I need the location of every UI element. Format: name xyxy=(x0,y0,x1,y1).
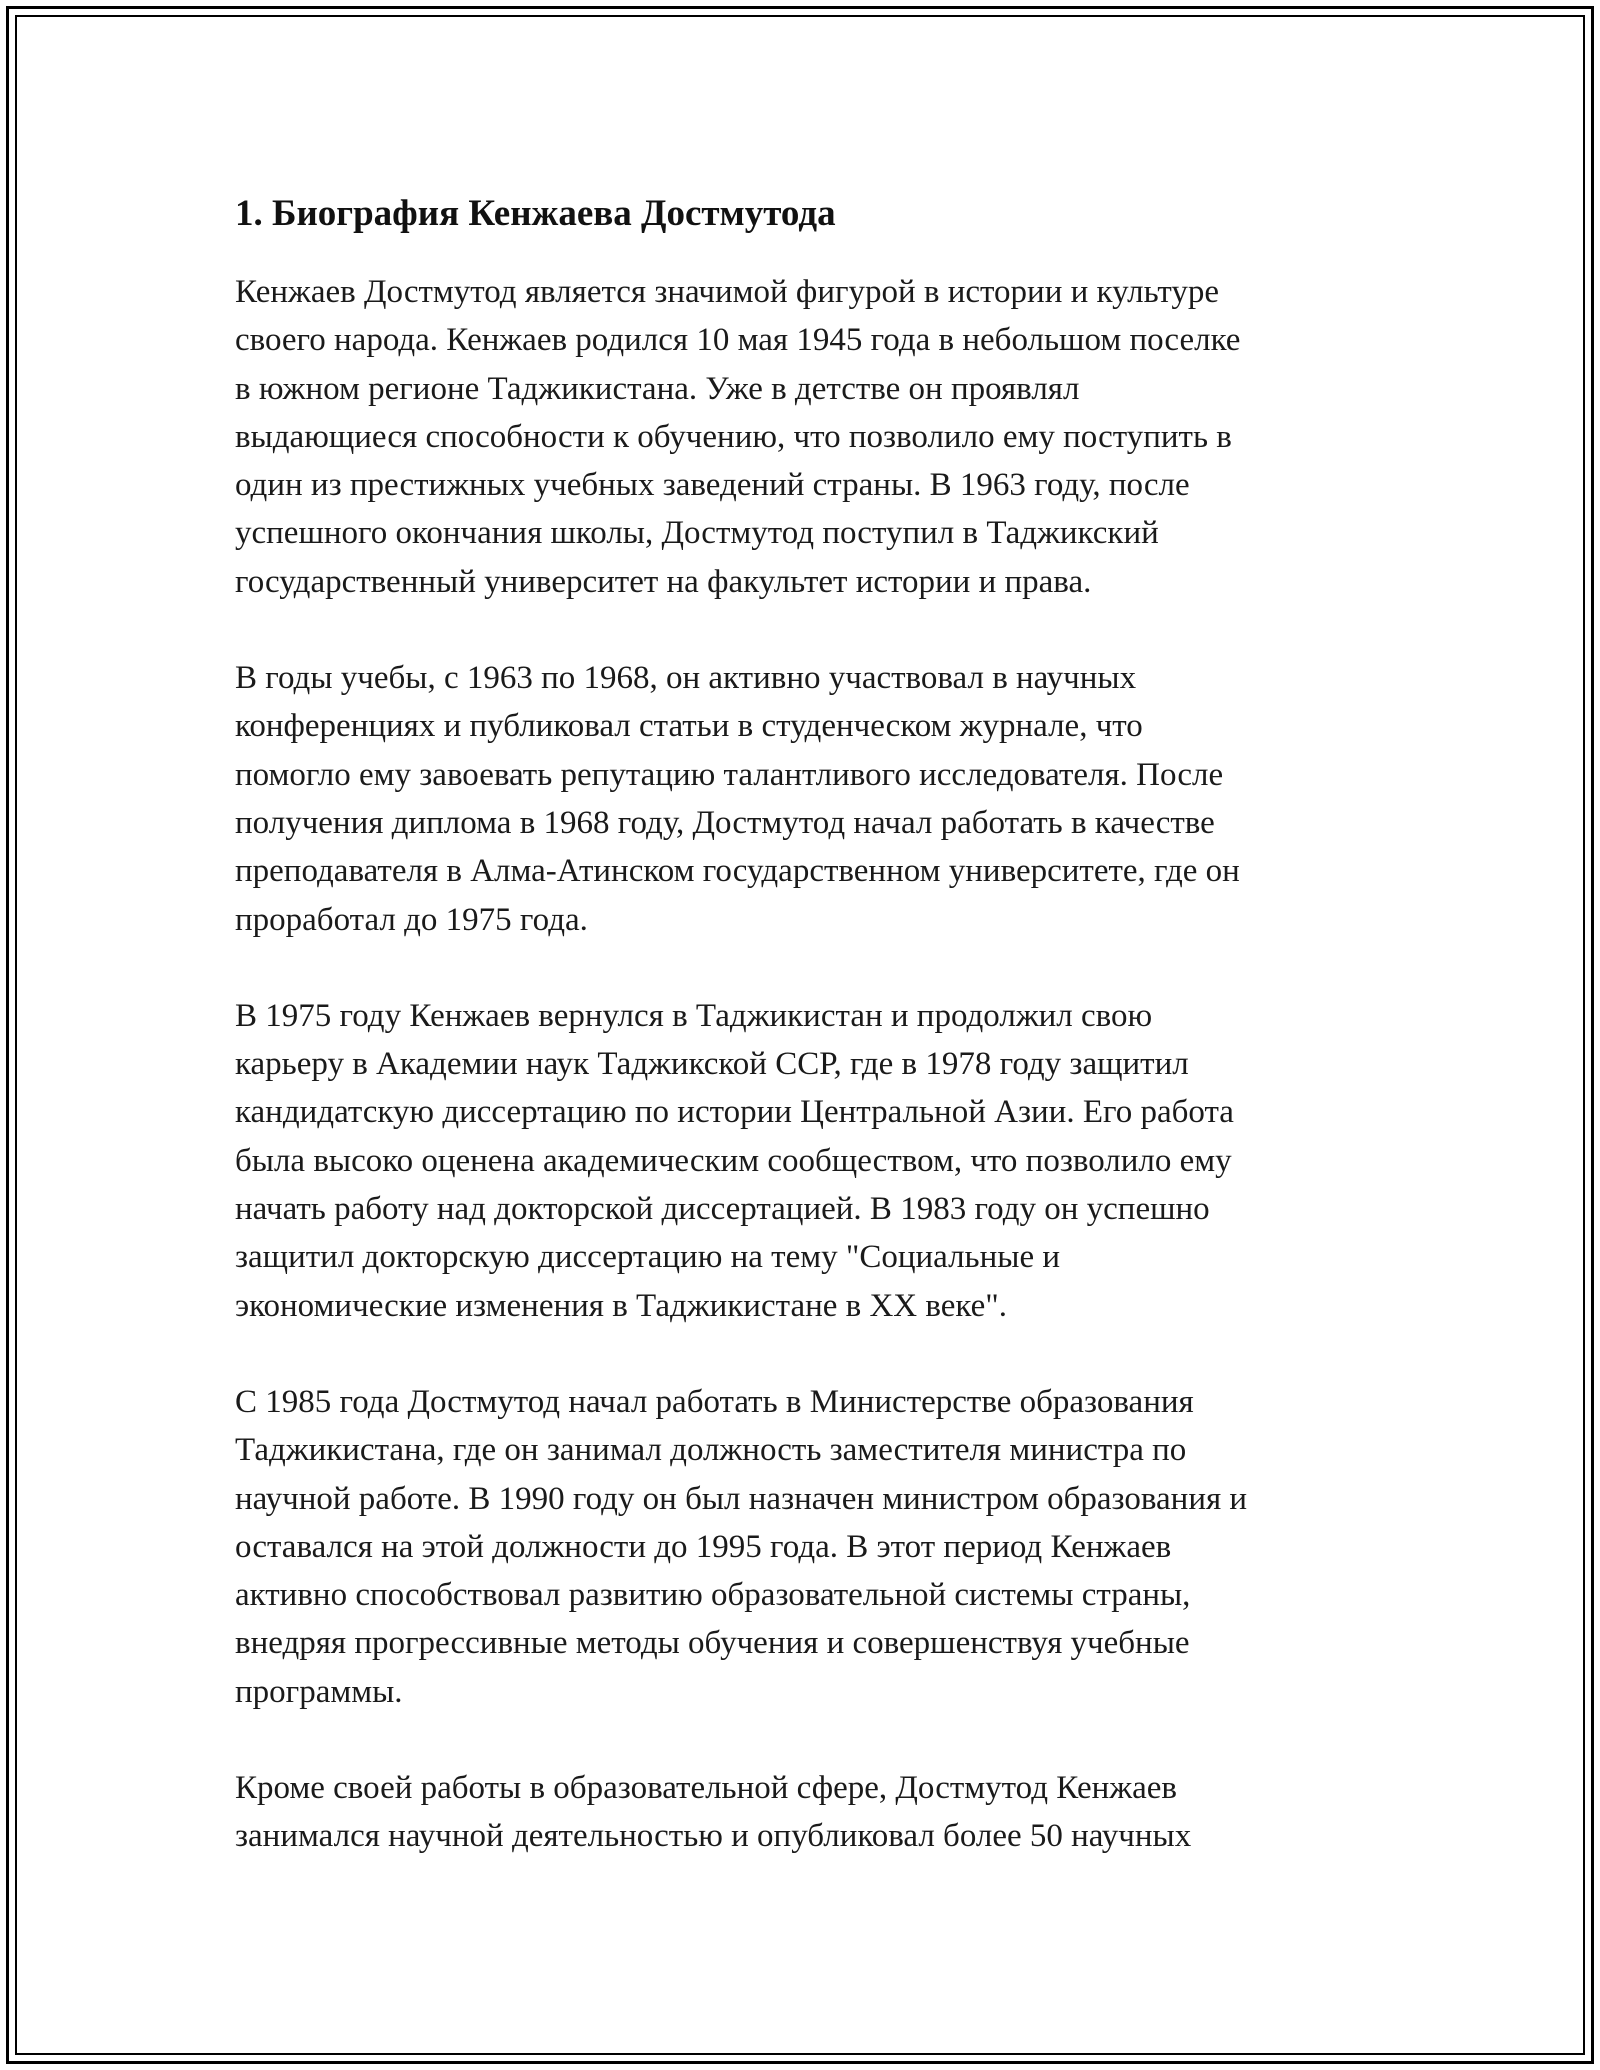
paragraph-ministry-work xyxy=(235,1378,1375,1716)
text-line: Кенжаев Достмутод является значимой фигурой в истории и культуре xyxy=(235,274,1220,310)
text-line: государственный университет на факультет истории и права. xyxy=(235,563,1092,600)
text-line: один из престижных учебных заведений страны. В 1963 году, после xyxy=(235,467,1190,504)
text-line: экономические изменения в Таджикистане в XX веке". xyxy=(235,1287,1008,1324)
text-line: была высоко оценена академическим сообществом, что позволило ему xyxy=(235,1142,1232,1179)
text-line: В годы учебы, с 1963 по 1968, он активно участвовал в научных xyxy=(235,660,1137,697)
text-line: занимался научной деятельностью и опубликовал более 50 научных xyxy=(235,1818,1192,1855)
text-line: в южном регионе Таджикистана. Уже в детстве он проявлял xyxy=(235,370,1080,407)
paragraph-study-years xyxy=(235,654,1375,944)
text-line: помогло ему завоевать репутацию талантливого исследователя. После xyxy=(235,756,1224,793)
text-line: защитил докторскую диссертацию на тему "Социальные и xyxy=(235,1239,1060,1276)
text-line: программы. xyxy=(235,1673,403,1710)
text-line: получения диплома в 1968 году, Достмутод начал работать в качестве xyxy=(235,804,1215,841)
paragraph-biography-intro xyxy=(235,268,1375,606)
paragraph-scientific-activity xyxy=(235,1764,1375,1861)
text-line: успешного окончания школы, Достмутод поступил в Таджикский xyxy=(235,515,1159,552)
text-line: своего народа. Кенжаев родился 10 мая 1945 года в небольшом поселке xyxy=(235,322,1241,359)
text-line: В 1975 году Кенжаев вернулся в Таджикистан и продолжил свою xyxy=(235,997,1153,1034)
text-line: Кроме своей работы в образовательной сфере, Достмутод Кенжаев xyxy=(235,1770,1177,1807)
paragraph-academy-career xyxy=(235,992,1375,1330)
text-line: преподавателя в Алма-Атинском государственном университете, где он xyxy=(235,853,1240,890)
text-line: Таджикистана, где он занимал должность заместителя министра по xyxy=(235,1432,1187,1469)
text-line: начать работу над докторской диссертацией. В 1983 году он успешно xyxy=(235,1191,1210,1228)
section-heading: 1. Биография Кенжаева Достмутода xyxy=(235,193,836,234)
text-line: внедряя прогрессивные методы обучения и совершенствуя учебные xyxy=(235,1625,1190,1662)
text-line: кандидатскую диссертацию по истории Центральной Азии. Его работа xyxy=(235,1094,1234,1131)
document-body xyxy=(235,186,1375,1909)
text-line: выдающиеся способности к обучению, что позволило ему поступить в xyxy=(235,418,1232,455)
text-line: научной работе. В 1990 году он был назначен министром образования и xyxy=(235,1480,1248,1517)
text-line: проработал до 1975 года. xyxy=(235,901,588,938)
text-line: конференциях и публиковал статьи в студенческом журнале, что xyxy=(235,708,1143,745)
text-line: С 1985 года Достмутод начал работать в Министерстве образования xyxy=(235,1383,1194,1420)
text-line: оставался на этой должности до 1995 года. В этот период Кенжаев xyxy=(235,1528,1172,1565)
text-line: активно способствовал развитию образовательной системы страны, xyxy=(235,1577,1191,1614)
text-line: карьеру в Академии наук Таджикской ССР, где в 1978 году защитил xyxy=(235,1046,1189,1083)
